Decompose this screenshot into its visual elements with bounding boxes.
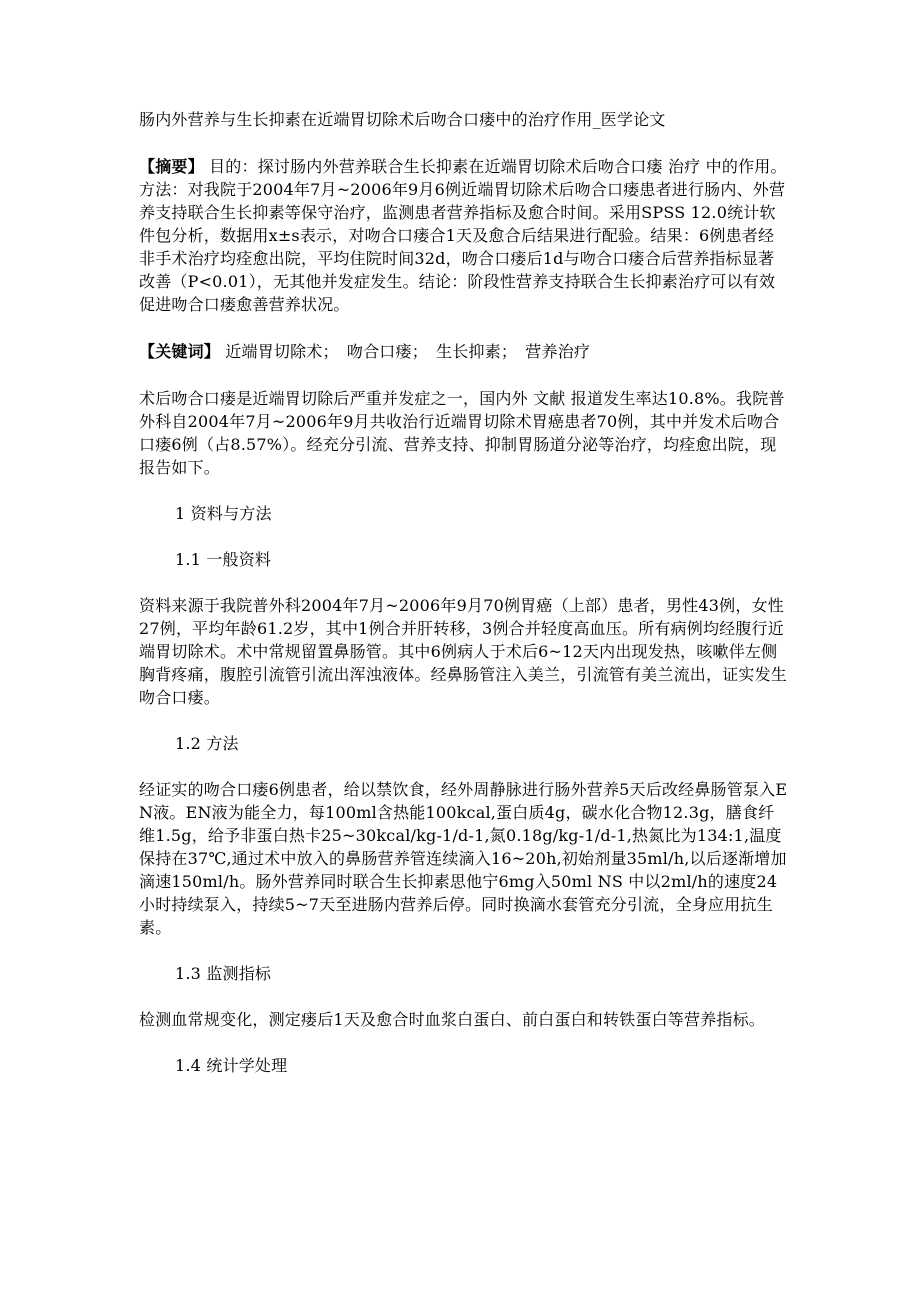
section-heading-1: 1 资料与方法	[175, 504, 272, 523]
section-heading-1-4: 1.4 统计学处理	[175, 1056, 288, 1075]
abstract-label: 【摘要】	[139, 157, 204, 176]
intro-paragraph: 术后吻合口瘘是近端胃切除后严重并发症之一，国内外 文献 报道发生率达10.8%。我院普外科自2004年7月~2006年9月共收治行近端胃切除术胃癌患者70例，其中并发术后吻合口瘘6例（占8.57%）。经充分引流、营养支持、抑制胃肠道分泌等治疗，均痊愈出院，现报告如下。	[139, 389, 785, 477]
section-heading-1-2: 1.2 方法	[175, 734, 239, 753]
document-page	[139, 108, 789, 1077]
document-title: 肠内外营养与生长抑素在近端胃切除术后吻合口瘘中的治疗作用_医学论文	[139, 110, 666, 129]
section-1-2-paragraph: 经证实的吻合口瘘6例患者，给以禁饮食，经外周静脉进行肠外营养5天后改经鼻肠管泵入EN液。EN液为能全力，每100ml含热能100kcal,蛋白质4g，碳水化合物12.3g，膳食纤维1.5g，给予非蛋白热卡25~30kcal/kg-1/d-1,氮0.18g/kg-1/d-1,热氮比为134:1,温度保持在37℃,通过术中放入的鼻肠营养管连续滴入16~20h,初始剂量35ml/h,以后逐渐增加滴速150ml/h。肠外营养同时联合生长抑素思他宁6mg入50ml NS 中以2ml/h的速度24小时持续泵入，持续5~7天至进肠内营养后停。同时换滴水套管充分引流，全身应用抗生素。	[139, 780, 788, 937]
abstract-text: 目的：探讨肠内外营养联合生长抑素在近端胃切除术后吻合口瘘 治疗 中的作用。方法：对我院于2004年7月~2006年9月6例近端胃切除术后吻合口瘘患者进行肠内、外营养支持联合生长抑素等保守治疗，监测患者营养指标及愈合时间。采用SPSS 12.0统计软件包分析，数据用x±s表示，对吻合口瘘合1天及愈合后结果进行配验。结果：6例患者经非手术治疗均痊愈出院，平均住院时间32d，吻合口瘘后1d与吻合口瘘合后营养指标显著改善（P<0.01），无其他并发症发生。结论：阶段性营养支持联合生长抑素治疗可以有效促进吻合口瘘愈善营养状况。	[139, 157, 787, 314]
keywords-paragraph	[139, 340, 789, 363]
keywords-text: 近端胃切除术； 吻合口瘘； 生长抑素； 营养治疗	[220, 342, 591, 361]
section-1-3-paragraph: 检测血常规变化，测定瘘后1天及愈合时血浆白蛋白、前白蛋白和转铁蛋白等营养指标。	[139, 1010, 765, 1029]
section-heading-1-3: 1.3 监测指标	[175, 964, 272, 983]
keywords-label: 【关键词】	[139, 342, 221, 361]
section-1-1-paragraph: 资料来源于我院普外科2004年7月~2006年9月70例胃癌（上部）患者，男性43例，女性27例，平均年龄61.2岁，其中1例合并肝转移，3例合并轻度高血压。所有病例均经腹行近端胃切除术。术中常规留置鼻肠管。其中6例病人于术后6~12天内出现发热，咳嗽伴左侧胸背疼痛，腹腔引流管引流出浑浊液体。经鼻肠管注入美兰，引流管有美兰流出，证实发生吻合口瘘。	[139, 596, 788, 707]
section-heading-1-1: 1.1 一般资料	[175, 550, 272, 569]
abstract-paragraph	[139, 155, 789, 316]
